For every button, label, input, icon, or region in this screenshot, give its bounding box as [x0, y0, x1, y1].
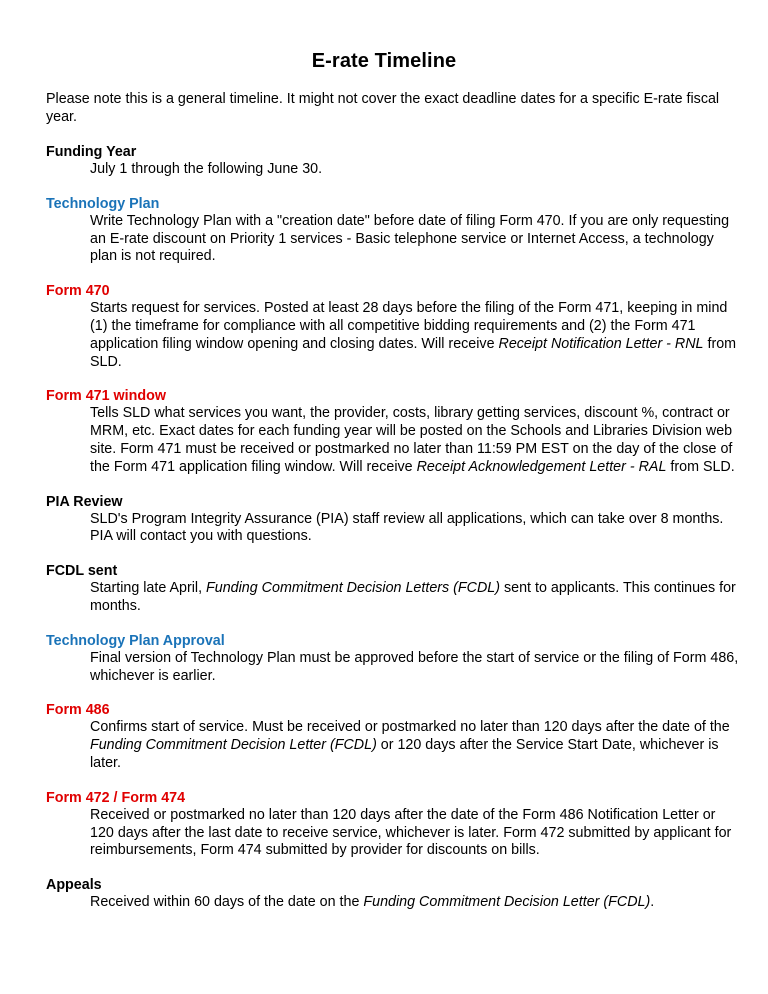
- section-body: [46, 161, 740, 179]
- body-run: Received within 60 days of the date on the: [90, 894, 364, 911]
- body-run: Starting late April,: [90, 580, 207, 597]
- section-body: [46, 807, 740, 860]
- timeline-section: [46, 493, 746, 547]
- section-body: [46, 405, 740, 476]
- body-run: Starts request for services. Posted at least 28 days before the filing of the Form 471, keeping in mind (1) the timeframe for compliance with all competitive bidding requirements and (2) the Form 471 application filing window opening and closing dates. Will receive: [90, 300, 728, 352]
- body-run: sent to applicants. This continues for months.: [90, 580, 736, 614]
- body-run: or 120 days after the Service Start Date, whichever is later.: [90, 737, 719, 771]
- timeline-section: [46, 387, 746, 476]
- italic-term: Receipt Notification Letter - RNL: [498, 335, 704, 352]
- timeline-section: [46, 282, 746, 371]
- section-body: [46, 650, 740, 686]
- section-heading: PIA Review: [46, 493, 123, 510]
- section-heading: Technology Plan Approval: [46, 632, 225, 649]
- section-body: [46, 894, 740, 912]
- body-run: .: [650, 894, 655, 911]
- timeline-section: [46, 195, 746, 266]
- section-heading: Appeals: [46, 877, 102, 894]
- section-heading: Funding Year: [46, 144, 137, 160]
- body-run: Received or postmarked no later than 120 days after the date of the Form 486 Notification Letter or 120 days after the last date to receive service, whichever is later. Form 472 submitted by applicant for reimbursements, Form 474 submitted by provider for discounts on bills.: [90, 806, 732, 859]
- body-run: Write Technology Plan with a "creation date" before date of filing Form 470. If you are only requesting an E-rate discount on Priority 1 services - Basic telephone service or Internet Access, a technology plan is not required.: [90, 212, 730, 265]
- section-body: [46, 511, 740, 547]
- timeline-sections: [46, 143, 746, 928]
- body-run: July 1 through the following June 30.: [90, 161, 323, 177]
- timeline-section: [46, 789, 746, 860]
- body-run: Final version of Technology Plan must be approved before the start of service or the filing of Form 486, whichever is earlier.: [90, 649, 739, 684]
- italic-term: Funding Commitment Decision Letter (FCDL): [363, 894, 651, 911]
- section-body: [46, 300, 740, 371]
- body-run: Tells SLD what services you want, the provider, costs, library getting services, discount %, contract or MRM, etc. Exact dates for each funding year will be posted on the Schools and Libraries Division web site. Form 471 must be received or postmarked no later than 11:59 PM EST on the day of the close of the Form 471 application filing window. Will receive: [90, 405, 733, 475]
- section-body: [46, 213, 740, 266]
- timeline-section: [46, 701, 746, 772]
- section-body: [46, 719, 740, 772]
- italic-term: Receipt Acknowledgement Letter - RAL: [416, 458, 667, 475]
- page-title: E-rate Timeline: [311, 50, 457, 72]
- section-heading: Form 470: [46, 283, 110, 300]
- section-body: [46, 580, 740, 616]
- section-heading: Technology Plan: [46, 195, 160, 212]
- body-run: SLD's Program Integrity Assurance (PIA) staff review all applications, which can take over 8 months. PIA will contact you with questions.: [90, 510, 724, 545]
- italic-term: Funding Commitment Decision Letter (FCDL): [90, 737, 377, 754]
- section-heading: FCDL sent: [46, 563, 118, 580]
- intro-note: Please note this is a general timeline. It might not cover the exact deadline dates for a specific E-rate fiscal year.: [46, 91, 720, 125]
- timeline-section: [46, 632, 746, 686]
- body-run: Confirms start of service. Must be received or postmarked no later than 120 days after the date of the: [90, 719, 730, 736]
- timeline-section: [46, 562, 746, 616]
- section-heading: Form 471 window: [46, 388, 166, 405]
- section-heading: Form 486: [46, 702, 110, 719]
- section-heading: Form 472 / Form 474: [46, 789, 186, 806]
- timeline-section: [46, 876, 746, 912]
- timeline-section: [46, 143, 746, 179]
- italic-term: Funding Commitment Decision Letters (FCDL): [206, 580, 501, 597]
- body-run: from SLD.: [666, 458, 735, 475]
- body-run: from SLD.: [90, 335, 737, 370]
